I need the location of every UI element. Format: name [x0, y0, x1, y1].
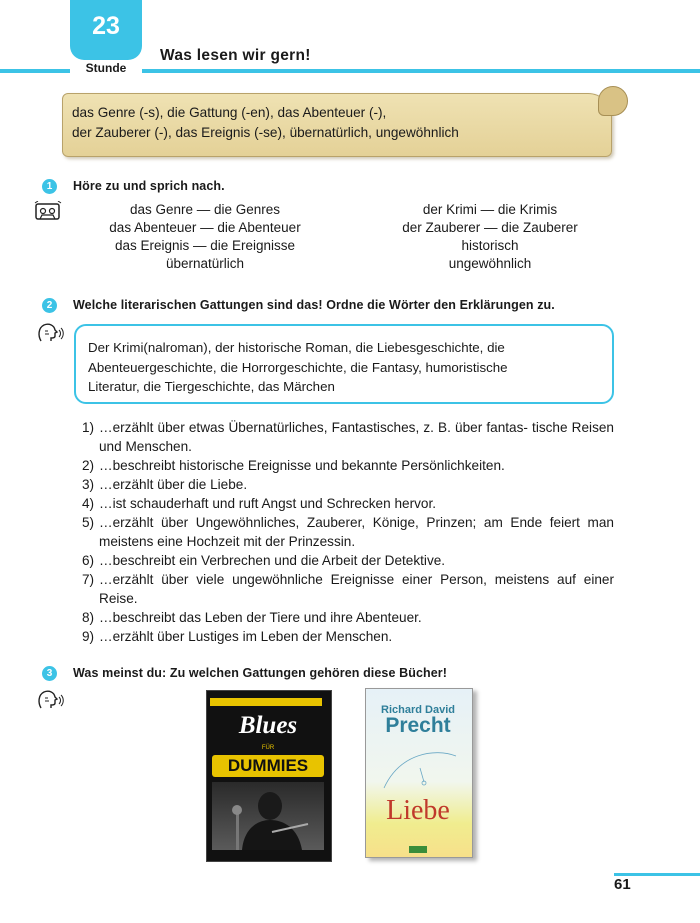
- book-cover-illustration: [380, 748, 460, 796]
- vocabulary-line: das Genre (-s), die Gattung (-en), das Abenteuer (-),: [72, 105, 387, 120]
- word-pair: übernatürlich: [165, 256, 245, 271]
- word-pair: das Abenteuer — die Abenteuer: [109, 220, 301, 235]
- item-number: 6): [82, 553, 95, 568]
- vocabulary-text: [72, 103, 602, 143]
- lesson-label: Stunde: [85, 61, 127, 75]
- item-number: 2): [82, 458, 95, 473]
- scroll-curl: [598, 86, 628, 116]
- header-rule-left: [0, 69, 70, 73]
- exercise-number: 3: [42, 666, 57, 681]
- exercise-number: 2: [42, 298, 57, 313]
- list-item: [82, 608, 614, 627]
- word-pair: das Genre — die Genres: [129, 202, 281, 217]
- item-text: …ist schauderhaft und ruft Angst und Schrecken hervor.: [99, 496, 437, 511]
- word-bank-line: Der Krimi(nalroman), der historische Roman, die Liebesgeschichte, die: [88, 340, 505, 355]
- speaking-head-icon: [36, 689, 64, 711]
- item-number: 4): [82, 496, 95, 511]
- item-text: …erzählt über viele ungewöhnliche Ereignisse einer Person, meistens auf einer Reise.: [99, 572, 614, 606]
- item-text: …erzählt über Ungewöhnliches, Zauberer, Könige, Prinzen; am Ende feiert man meistens eine Hochzeit mit der Prinzessin.: [99, 515, 614, 549]
- header-rule-right: [142, 69, 700, 73]
- item-number: 5): [82, 515, 95, 530]
- book-author: Richard David: [381, 704, 455, 716]
- publisher-logo: [409, 846, 427, 853]
- speaking-head-icon: [36, 322, 64, 344]
- exercise-title: Höre zu und sprich nach.: [73, 179, 225, 193]
- item-number: 8): [82, 610, 95, 625]
- lesson-number-tab: 23: [70, 0, 142, 60]
- vocabulary-line: der Zauberer (-), das Ereignis (-se), übernatürlich, ungewöhnlich: [72, 125, 459, 140]
- page-number: 61: [614, 876, 631, 893]
- list-item: [82, 627, 614, 646]
- list-item: [82, 551, 614, 570]
- book-authors: [210, 853, 326, 859]
- word-bank-text: [88, 338, 600, 397]
- exercise-number: 1: [42, 179, 57, 194]
- book-title-fuer: FÜR: [261, 745, 275, 751]
- book-title: Blues: [238, 712, 298, 739]
- vocabulary-column-right: [355, 201, 625, 273]
- list-item: [82, 494, 614, 513]
- list-item: [82, 570, 614, 608]
- item-text: …beschreibt ein Verbrechen und die Arbeit der Detektive.: [99, 553, 446, 568]
- book-banner: [210, 698, 322, 706]
- word-pair: ungewöhnlich: [448, 256, 532, 271]
- item-number: 3): [82, 477, 95, 492]
- book-subtitle-word: Liebe: [386, 795, 450, 826]
- cassette-tape-icon: [34, 201, 62, 223]
- item-text: …beschreibt das Leben der Tiere und ihre Abenteuer.: [99, 610, 422, 625]
- list-item: [82, 513, 614, 551]
- word-pair: der Zauberer — die Zauberer: [402, 220, 578, 235]
- list-item: [82, 456, 614, 475]
- item-text: …beschreibt historische Ereignisse und bekannte Persönlichkeiten.: [99, 458, 505, 473]
- book-series-label: DUMMIES: [212, 755, 324, 777]
- definition-list: [82, 418, 614, 646]
- word-bank-line: Abenteuergeschichte, die Horrorgeschichte, die Fantasy, humoristische: [88, 359, 508, 375]
- word-pair: das Ereignis — die Ereignisse: [114, 238, 296, 253]
- exercise-title: Welche literarischen Gattungen sind das! Ordne die Wörter den Erklärungen zu.: [73, 298, 555, 312]
- item-text: …erzählt über die Liebe.: [99, 477, 248, 492]
- item-number: 7): [82, 572, 95, 587]
- exercise-title: Was meinst du: Zu welchen Gattungen gehören diese Bücher!: [73, 666, 448, 680]
- list-item: [82, 475, 614, 494]
- item-text: …erzählt über etwas Übernatürliches, Fantastisches, z. B. über fantas- tische Reisen und Menschen.: [99, 420, 614, 454]
- book-cover-photo: [212, 782, 324, 850]
- list-item: [82, 418, 614, 456]
- book-subtitle: [365, 827, 471, 832]
- vocabulary-column-left: [70, 201, 340, 273]
- item-number: 1): [82, 420, 95, 435]
- word-pair: der Krimi — die Krimis: [422, 202, 558, 217]
- item-text: …erzählt über Lustiges im Leben der Menschen.: [99, 629, 393, 644]
- word-pair: historisch: [461, 238, 519, 253]
- book-title: Precht: [385, 714, 451, 737]
- word-bank-line: Literatur, die Tiergeschichte, das Märchen: [88, 379, 335, 394]
- page-title: Was lesen wir gern!: [160, 47, 311, 64]
- item-number: 9): [82, 629, 95, 644]
